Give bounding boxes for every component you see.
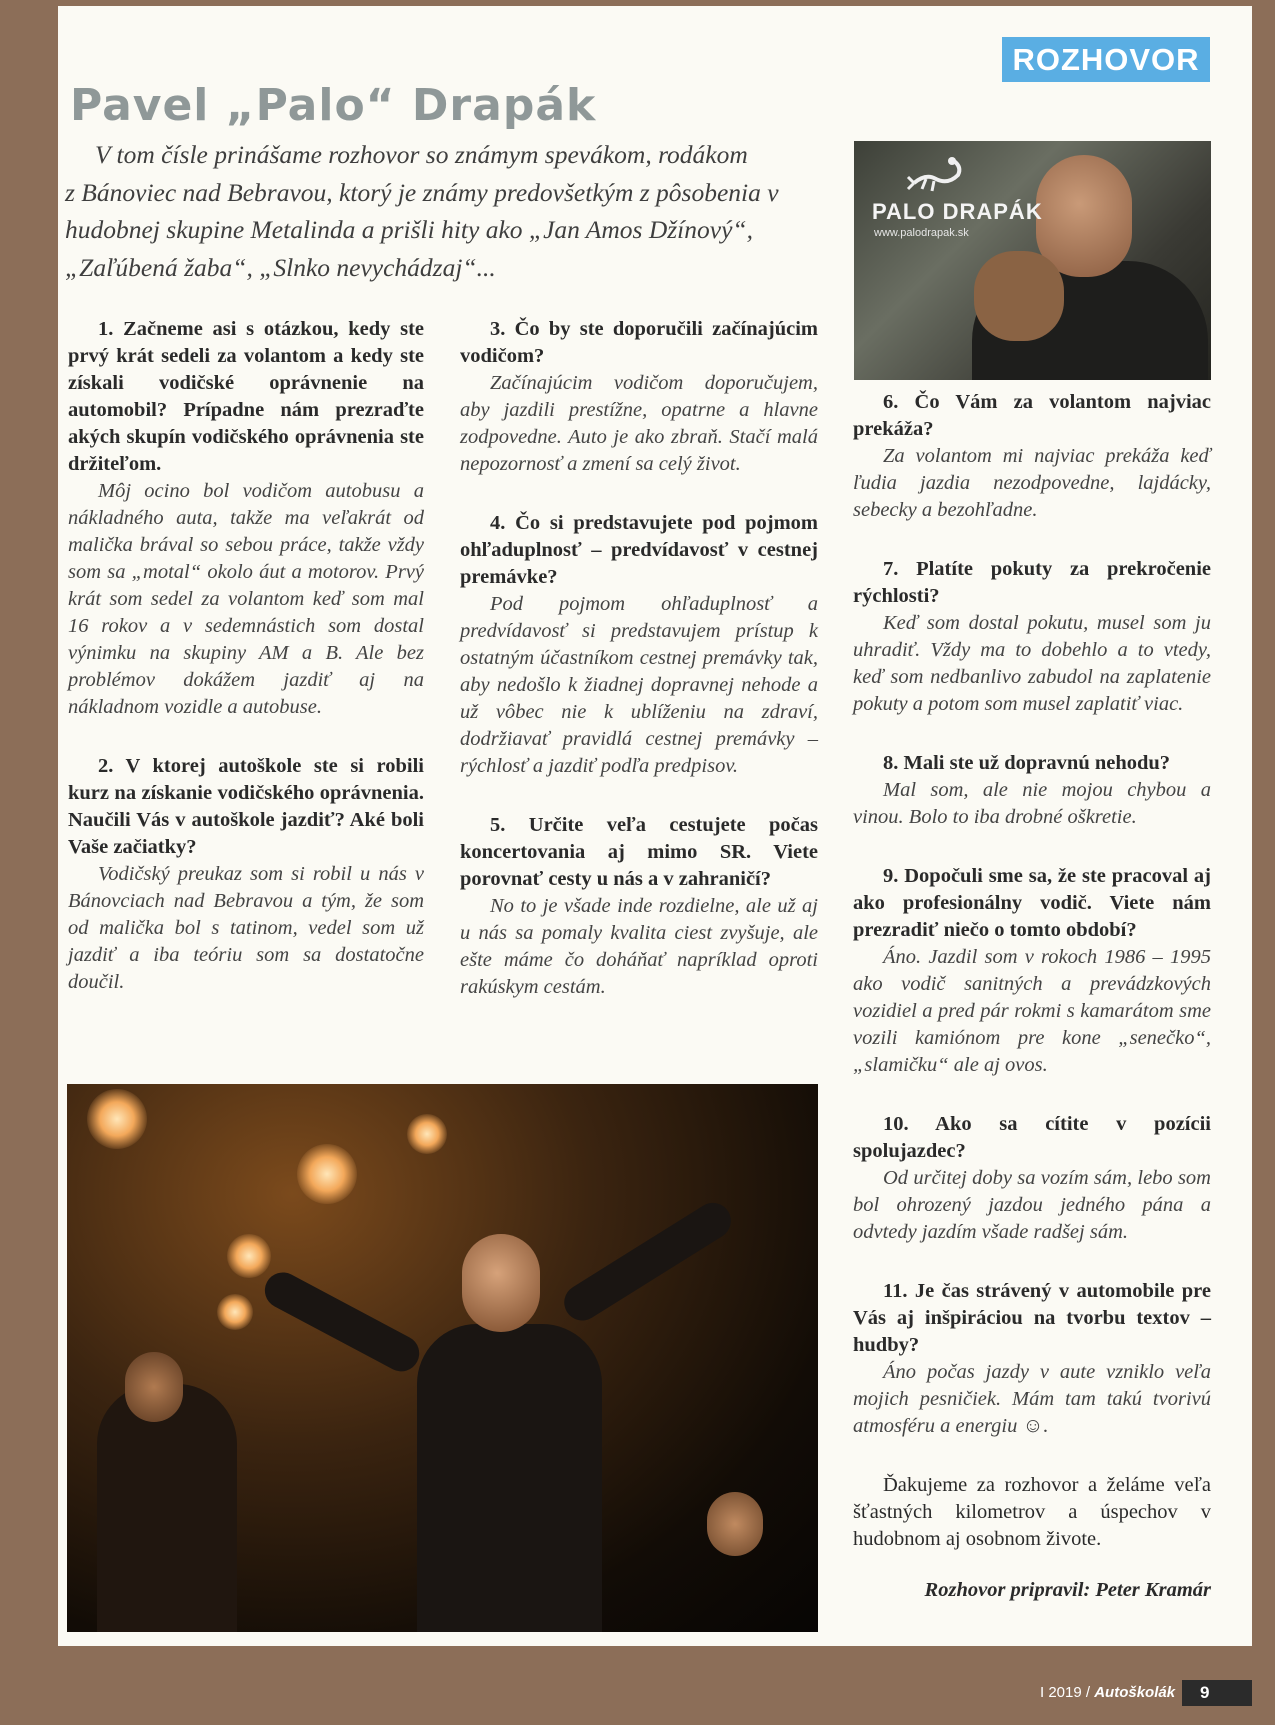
qa-item: [853, 863, 1211, 1079]
stage-light: [87, 1089, 147, 1149]
page-number: 9: [1182, 1680, 1252, 1706]
qa-item: [460, 812, 818, 1001]
question: 11. Je čas strávený v automobile pre Vás aj inšpiráciou na tvorbu textov – hudby?: [853, 1280, 1211, 1356]
answer: Môj ocino bol vodičom autobusu a nákladného auta, takže ma veľakrát od malička brával so sebou práce, takže vždy som sa „motal“ okolo áut a motorov. Prvý krát som sedel za volantom keď som mal 16 rokov a v sedemnástich som dostal výnimku na skupiny AM a B. Ale bez problémov dokážem jazdiť aj na nákladnom vozidle a autobuse.: [68, 480, 424, 718]
qa-item: [853, 389, 1211, 524]
portrait-photo: [854, 141, 1211, 380]
answer: Keď som dostal pokutu, musel som ju uhradiť. Vždy ma to dobehlo a to vtedy, keď som nedbanlivo zabudol na zaplatenie pokuty a potom som musel zaplatiť viac.: [853, 612, 1211, 715]
singer-head: [462, 1234, 540, 1332]
question: 1. Začneme asi s otázkou, kedy ste prvý krát sedeli za volantom a kedy ste získali vodičské oprávnenie na automobil? Prípadne nám prezraďte akých skupín vodičského oprávnenia ste držiteľom.: [68, 318, 424, 475]
portrait-hands: [974, 251, 1064, 341]
question: 6. Čo Vám za volantom najviac prekáža?: [853, 391, 1211, 440]
drummer-head: [707, 1492, 763, 1556]
intro-rest: z Bánoviec nad Bebravou, ktorý je známy predovšetkým z pôsobenia v hudobnej skupine Metalinda a prišli hity ako „Jan Amos Džínový“, „Zaľúbená žaba“, „Slnko nevychádzaj“...: [65, 177, 779, 282]
question: 8. Mali ste už dopravnú nehodu?: [883, 752, 1171, 774]
singer-arm-right: [557, 1196, 737, 1327]
qa-item: [68, 316, 424, 721]
column-3: [853, 389, 1211, 1604]
singer-body: [417, 1324, 602, 1632]
answer: Vodičský preukaz som si robil u nás v Bánovciach nad Bebravou a tým, že som od malička bol s tatinom, vedel som už jazdiť a iba teóriu som sa dostatočne doučil.: [68, 863, 424, 993]
guitarist: [97, 1384, 237, 1632]
stage-light: [217, 1294, 253, 1330]
qa-item: [68, 753, 424, 996]
qa-item: [460, 510, 818, 780]
article-title: Pavel „Palo“ Drapák: [70, 80, 597, 131]
issue-label: I 2019 /: [1040, 1684, 1091, 1701]
guitarist-head: [125, 1352, 183, 1422]
answer: No to je všade inde rozdielne, ale už aj u nás sa pomaly kvalita ciest zvyšuje, ale ešte máme čo doháňať napríklad oproti rakúskym cestám.: [460, 895, 818, 998]
portrait-head: [1036, 155, 1132, 277]
answer: Začínajúcim vodičom doporučujem, aby jazdili prestížne, opatrne a hlavne zodpovedne. Auto je ako zbraň. Stačí malá nepozornosť a zmení sa celý život.: [460, 372, 818, 475]
magazine-name: Autoškolák: [1094, 1684, 1176, 1701]
stage-light: [227, 1234, 271, 1278]
answer: Áno počas jazdy v aute vzniklo veľa mojich pesničiek. Mám tam takú tvorivú atmosféru a energiu ☺.: [853, 1361, 1211, 1437]
question: 10. Ako sa cítite v pozícii spolujazdec?: [853, 1113, 1211, 1162]
qa-item: [853, 1111, 1211, 1246]
qa-item: [460, 316, 818, 478]
stage-light: [407, 1114, 447, 1154]
scorpion-logo-icon: [906, 153, 966, 197]
column-2: [460, 316, 818, 1033]
question: 9. Dopočuli sme sa, že ste pracoval aj ako profesionálny vodič. Viete nám prezradiť niečo o tomto období?: [853, 865, 1211, 941]
question: 4. Čo si predstavujete pod pojmom ohľaduplnosť – predvídavosť v cestnej premávke?: [460, 512, 818, 588]
article-intro: [65, 136, 825, 286]
answer: Mal som, ale nie mojou chybou a vinou. Bolo to iba drobné oškretie.: [853, 779, 1211, 828]
answer: Za volantom mi najviac prekáža keď ľudia jazdia nezodpovedne, lajdácky, sebecky a bezohľadne.: [853, 445, 1211, 521]
qa-item: [853, 556, 1211, 718]
concert-photo: [67, 1084, 818, 1632]
answer: Áno. Jazdil som v rokoch 1986 – 1995 ako vodič sanitných a prevádzkových vozidiel a pred pár rokmi s kamarátom sme vozili kamiónom pre kone „senečko“, „slamičku“ ale aj ovos.: [853, 946, 1211, 1076]
qa-item: [853, 750, 1211, 831]
column-1: [68, 316, 424, 1028]
footer-issue: [1040, 1684, 1175, 1701]
stage-light: [297, 1144, 357, 1204]
intro-line-1: V tom čísle prinášame rozhovor so známym spevákom, rodákom: [95, 140, 748, 169]
author-credit: Rozhovor pripravil: Peter Kramár: [924, 1579, 1211, 1601]
singer-arm-left: [259, 1266, 426, 1378]
question: 3. Čo by ste doporučili začínajúcim vodičom?: [460, 318, 818, 367]
answer: Od určitej doby sa vozím sám, lebo som bol ohrozený jazdou jedného pána a odvtedy jazdím všade radšej sám.: [853, 1167, 1211, 1243]
logo-text: PALO DRAPÁK: [872, 199, 1043, 224]
answer: Pod pojmom ohľaduplnosť a predvídavosť si predstavujem prístup k ostatným účastníkom cestnej premávky tak, aby nedošlo k žiadnej dopravnej nehode a už vôbec nie k ublíženiu na zdraví, dodržiavať pravidlá cestnej premávky – rýchlosť a jazdiť podľa predpisov.: [460, 593, 818, 777]
question: 5. Určite veľa cestujete počas koncertovania aj mimo SR. Viete porovnať cesty u nás a v zahraničí?: [460, 814, 818, 890]
closing-text: Ďakujeme za rozhovor a želáme veľa šťastných kilometrov a úspechov v hudobnom aj osobnom živote.: [853, 1474, 1211, 1550]
question: 2. V ktorej autoškole ste si robili kurz na získanie vodičského oprávnenia. Naučili Vás v autoškole jazdiť? Aké boli Vaše začiatky?: [68, 755, 424, 858]
qa-item: [853, 1278, 1211, 1440]
logo-url: www.palodrapak.sk: [874, 227, 969, 239]
section-tag: ROZHOVOR: [1002, 37, 1210, 82]
question: 7. Platíte pokuty za prekročenie rýchlosti?: [853, 558, 1211, 607]
